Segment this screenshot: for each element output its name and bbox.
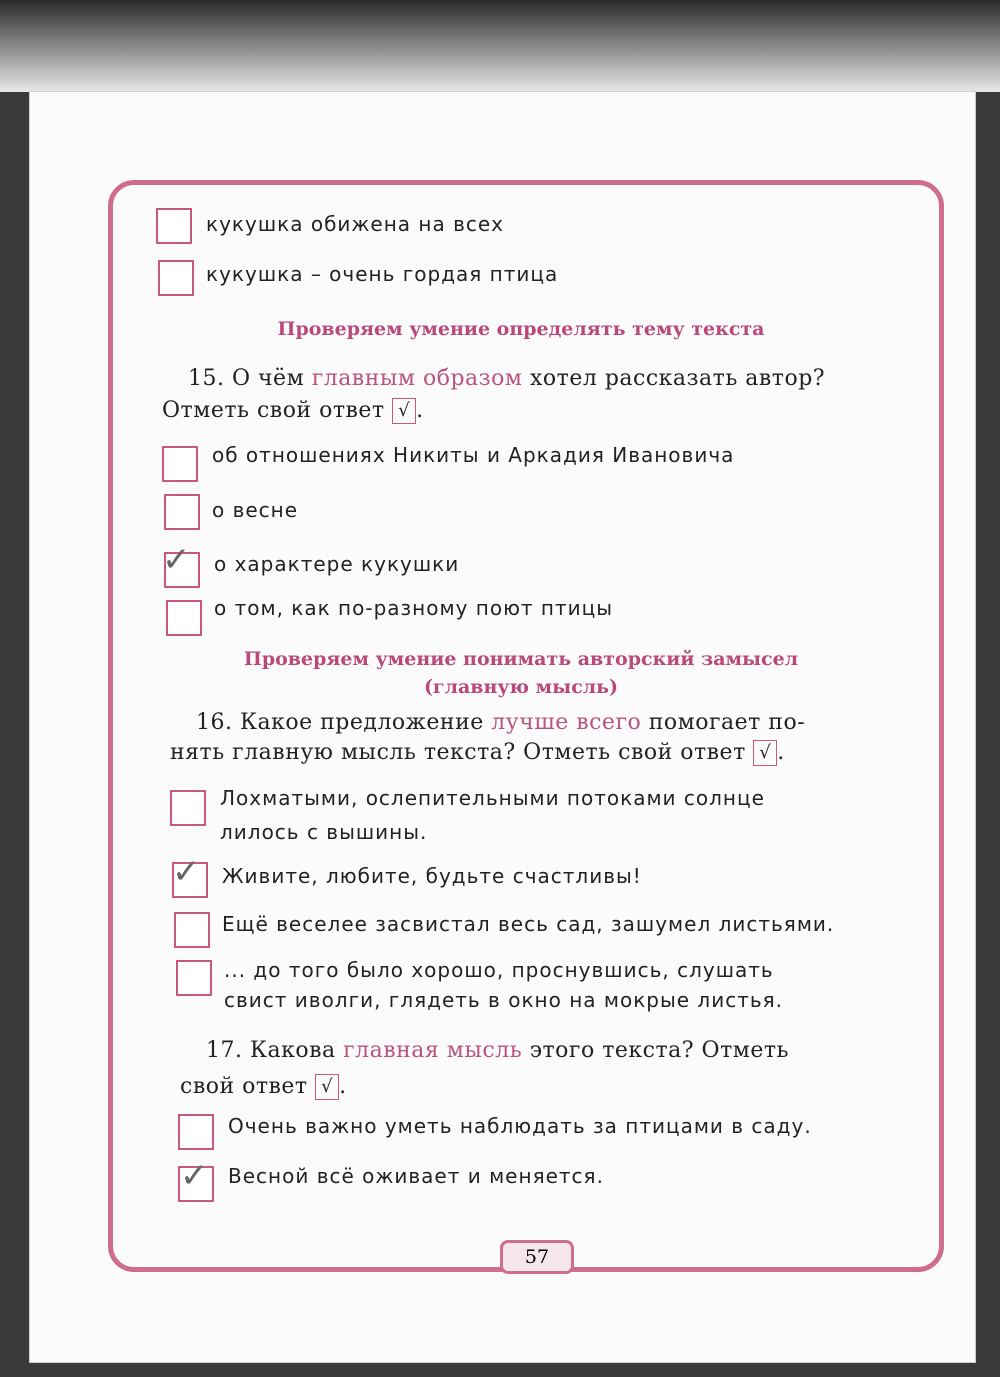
scan-edge (0, 0, 1000, 92)
question-17 (206, 1038, 789, 1063)
option-text: Лохматыми, ослепительными потоками солнце (220, 786, 765, 810)
option-text: о том, как по-разному поют птицы (214, 596, 614, 620)
checkbox[interactable] (170, 790, 206, 826)
option-text: Живите, любите, будьте счастливы! (222, 864, 642, 888)
option-text: об отношениях Никиты и Аркадия Ивановича (212, 443, 735, 467)
pencil-check-icon: ✓ (172, 852, 201, 892)
checkbox[interactable] (178, 1114, 214, 1150)
q-emphasis: главным образом (311, 366, 523, 391)
dot: . (777, 740, 785, 765)
option-text: Ещё веселее засвистал весь сад, зашумел листьями. (222, 912, 835, 936)
question-15-line2 (162, 398, 424, 424)
option-text: кукушка – очень гордая птица (206, 262, 559, 286)
dot: . (416, 398, 424, 423)
option-text: Очень важно уметь наблюдать за птицами в саду. (228, 1114, 812, 1138)
q-text: хотел рассказать автор? (530, 366, 826, 391)
option-text: кукушка обижена на всех (206, 212, 505, 236)
option-text: Весной всё оживает и меняется. (228, 1164, 604, 1188)
q-text: помогает по- (648, 710, 806, 735)
checkbox[interactable] (176, 960, 212, 996)
checkbox[interactable] (156, 208, 192, 244)
q-text: этого текста? Отметь (529, 1038, 790, 1063)
question-16 (196, 710, 805, 735)
check-sample: √ (392, 398, 416, 424)
q-text: Отметь свой ответ (162, 398, 385, 423)
option-text: лилось с вышины. (220, 820, 428, 844)
q-num: 16. Какое предложение (196, 710, 484, 735)
check-sample: √ (753, 740, 777, 766)
checkbox[interactable] (166, 600, 202, 636)
page-number: 57 (500, 1240, 574, 1274)
q-num: 17. Какова (206, 1038, 336, 1063)
check-sample: √ (315, 1074, 339, 1100)
question-17-line2 (180, 1074, 347, 1100)
dot: . (339, 1074, 347, 1099)
pencil-check-icon: ✓ (162, 540, 191, 580)
checkbox[interactable] (174, 912, 210, 948)
question-16-line2 (170, 740, 785, 766)
q-emphasis: лучше всего (491, 710, 642, 735)
checkbox[interactable] (162, 446, 198, 482)
q-num: 15. О чём (188, 366, 305, 391)
section-heading: Проверяем умение определять тему текста (277, 318, 765, 340)
option-text: о весне (212, 498, 299, 522)
checkbox[interactable] (158, 260, 194, 296)
question-15 (188, 366, 825, 391)
option-text: о характере кукушки (214, 552, 460, 576)
option-text: свист иволги, глядеть в окно на мокрые листья. (224, 988, 784, 1012)
pencil-check-icon: ✓ (180, 1156, 209, 1196)
q-text: свой ответ (180, 1074, 308, 1099)
section-heading: Проверяем умение понимать авторский замысел (243, 648, 799, 670)
q-emphasis: главная мысль (343, 1038, 523, 1063)
checkbox[interactable] (164, 494, 200, 530)
section-heading: (главную мысль) (423, 676, 619, 698)
q-text: нять главную мысль текста? Отметь свой ответ (170, 740, 746, 765)
option-text: ... до того было хорошо, проснувшись, слушать (224, 958, 774, 982)
